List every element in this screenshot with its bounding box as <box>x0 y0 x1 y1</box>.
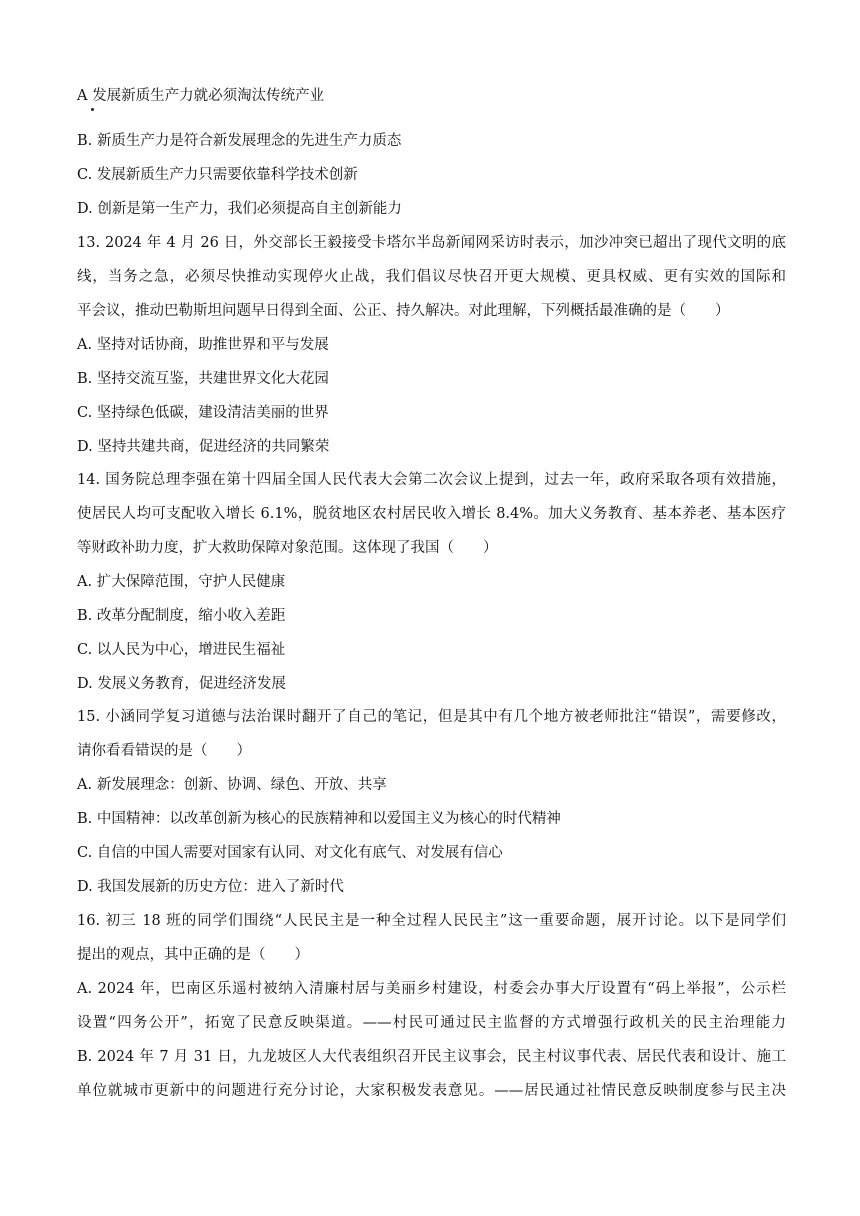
option-a-line: 设置“四务公开”，拓宽了民意反映渠道。——村民可通过民主监督的方式增强行政机关的民主治理能力 <box>77 1015 786 1031</box>
question-stem-line: 15. 小涵同学复习道德与法治课时翻开了自己的笔记，但是其中有几个地方被老师批注“错误”，需要修改， <box>77 709 786 725</box>
question-stem-line: 使居民人均可支配收入增长 6.1%，脱贫地区农村居民收入增长 8.4%。加大义务教育、基本养老、基本医疗 <box>77 506 786 522</box>
question-stem-line: 线，当务之急，必须尽快推动实现停火止战，我们倡议尽快召开更大规模、更具权威、更有实效的国际和 <box>77 269 786 285</box>
option-c: C. 坚持绿色低碳，建设清洁美丽的世界 <box>77 405 329 421</box>
stray-dot <box>91 108 94 111</box>
question-stem-line: 16. 初三 18 班的同学们围绕“人民民主是一种全过程人民民主”这一重要命题，展开讨论。以下是同学们 <box>77 913 786 929</box>
option-b: B. 改革分配制度，缩小收入差距 <box>77 608 286 624</box>
option-d: D. 坚持共建共商，促进经济的共同繁荣 <box>77 439 330 455</box>
question-stem-line: 13. 2024 年 4 月 26 日，外交部长王毅接受卡塔尔半岛新闻网采访时表示，加沙冲突已超出了现代文明的底 <box>77 235 786 251</box>
option-a: A 发展新质生产力就必须淘汰传统产业 <box>77 88 325 104</box>
option-d: D. 发展义务教育，促进经济发展 <box>77 676 286 692</box>
option-c: C. 发展新质生产力只需要依靠科学技术创新 <box>77 167 358 183</box>
question-stem-line: 14. 国务院总理李强在第十四届全国人民代表大会第二次会议上提到，过去一年，政府采取各项有效措施， <box>77 472 786 488</box>
question-stem-line: 请你看看错误的是（ ） <box>77 743 251 759</box>
option-b: B. 新质生产力是符合新发展理念的先进生产力质态 <box>77 133 402 149</box>
option-d: D. 创新是第一生产力，我们必须提高自主创新能力 <box>77 201 402 217</box>
option-d: D. 我国发展新的历史方位：进入了新时代 <box>77 879 344 895</box>
question-stem-line: 平会议，推动巴勒斯坦问题早日得到全面、公正、持久解决。对此理解，下列概括最准确的是（ ） <box>77 303 730 319</box>
option-a: A. 扩大保障范围，守护人民健康 <box>77 574 286 590</box>
option-a: A. 坚持对话协商，助推世界和平与发展 <box>77 337 329 353</box>
option-c: C. 自信的中国人需要对国家有认同、对文化有底气、对发展有信心 <box>77 845 503 861</box>
question-stem-line: 等财政补助力度，扩大救助保障对象范围。这体现了我国（ ） <box>77 540 498 556</box>
option-a: A. 新发展理念：创新、协调、绿色、开放、共享 <box>77 777 387 793</box>
option-a-line: A. 2024 年，巴南区乐遥村被纳入清廉村居与美丽乡村建设，村委会办事大厅设置有“码上举报”，公示栏 <box>77 981 786 997</box>
option-b-line: B. 2024 年 7 月 31 日，九龙坡区人大代表组织召开民主议事会，民主村议事代表、居民代表和设计、施工 <box>77 1049 786 1065</box>
option-b-line: 单位就城市更新中的问题进行充分讨论，大家积极发表意见。——居民通过社情民意反映制度参与民主决 <box>77 1083 786 1099</box>
option-b: B. 中国精神：以改革创新为核心的民族精神和以爱国主义为核心的时代精神 <box>77 811 561 827</box>
option-b: B. 坚持交流互鉴，共建世界文化大花园 <box>77 371 329 387</box>
option-c: C. 以人民为中心，增进民生福祉 <box>77 642 286 658</box>
question-stem-line: 提出的观点，其中正确的是（ ） <box>77 947 309 963</box>
